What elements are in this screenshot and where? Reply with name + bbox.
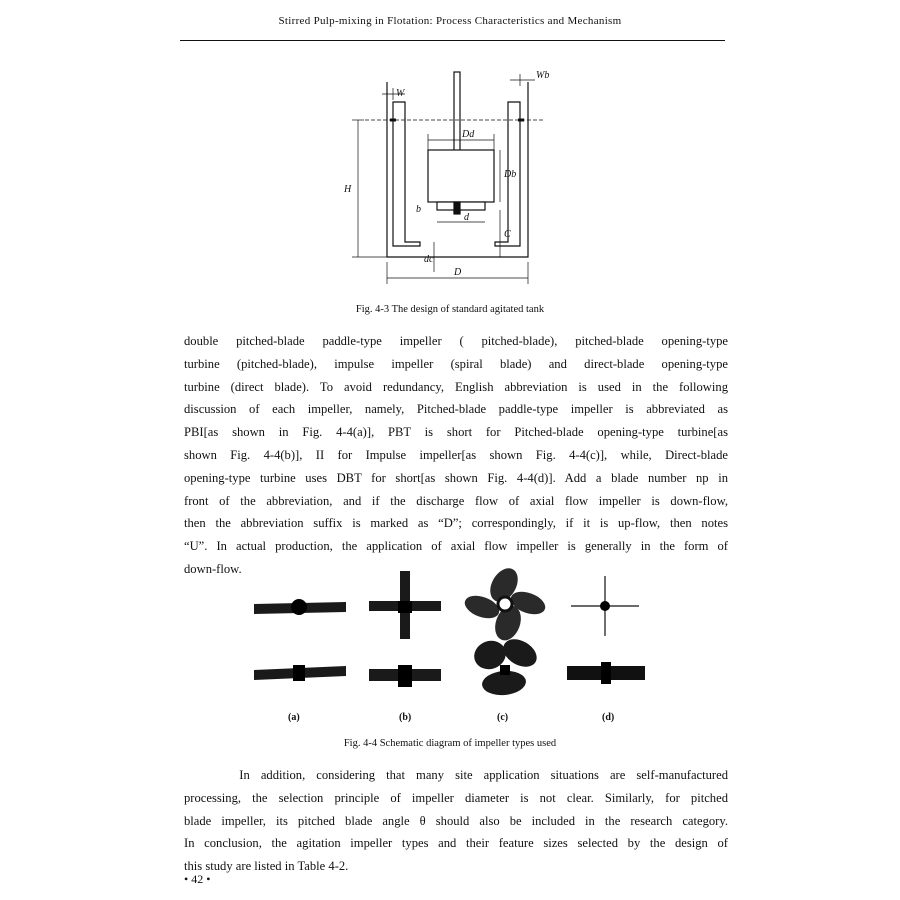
text-line: front of the abbreviation, and if the discharge flow of axial flow impeller is down-flow, bbox=[184, 493, 728, 508]
figure-4-4-caption: Fig. 4-4 Schematic diagram of impeller types used bbox=[343, 738, 557, 749]
text-line: down-flow. bbox=[184, 561, 242, 576]
sublabel-d: (d) bbox=[602, 712, 615, 723]
text-line: turbine (pitched-blade), impulse impeller (spiral blade) and direct-blade opening-type bbox=[184, 356, 728, 371]
text-line: this study are listed in Table 4-2. bbox=[184, 859, 349, 874]
impeller-d-dbt bbox=[565, 570, 645, 700]
label-C: C bbox=[504, 229, 511, 240]
text-line: In conclusion, the agitation impeller types and their feature sizes selected by the design of bbox=[184, 836, 728, 851]
impeller bbox=[437, 202, 485, 210]
text-line: PBI[as shown in Fig. 4-4(a)], PBT is short for Pitched-blade opening-type turbine[as bbox=[184, 425, 728, 440]
text-line: double pitched-blade paddle-type impeller ( pitched-blade), pitched-blade opening-type bbox=[184, 334, 728, 348]
paragraph-1 bbox=[184, 330, 728, 581]
label-dc: dc bbox=[424, 254, 434, 265]
page-number: • 42 • bbox=[184, 872, 211, 886]
text-line: In addition, considering that many site application situations are self-manufactured bbox=[184, 768, 728, 782]
text-line: turbine (direct blade). To avoid redundancy, English abbreviation is used in the following bbox=[184, 379, 728, 394]
agitated-tank-diagram bbox=[330, 62, 570, 287]
text-line: then the abbreviation suffix is marked as “D”; correspondingly, if it is up-flow, then notes bbox=[184, 516, 728, 531]
text-line: processing, the selection principle of impeller diameter is not clear. Similarly, for pitched bbox=[184, 790, 728, 805]
left-baffle bbox=[393, 102, 420, 246]
figure-4-3-caption: Fig. 4-3 The design of standard agitated tank bbox=[355, 304, 545, 315]
running-header: Stirred Pulp-mixing in Flotation: Process Characteristics and Mechanism bbox=[278, 15, 622, 27]
text-line: shown Fig. 4-4(b)], II for Impulse impeller[as shown Fig. 4-4(c)], while, Direct-blade bbox=[184, 447, 728, 462]
draft-tube bbox=[428, 150, 494, 202]
label-D: D bbox=[454, 267, 462, 278]
label-b: b bbox=[416, 204, 421, 215]
impeller-b-pbt bbox=[365, 565, 445, 700]
impeller-a-pbi bbox=[250, 590, 350, 700]
header-rule bbox=[180, 40, 725, 41]
sublabel-b: (b) bbox=[399, 712, 412, 723]
label-H: H bbox=[344, 184, 352, 195]
text-line: blade impeller, its pitched blade angle θ should also be included in the research category. bbox=[184, 813, 728, 828]
paragraph-2 bbox=[184, 764, 728, 878]
text-line: “U”. In actual production, the application of axial flow impeller is generally in the form of bbox=[184, 539, 728, 554]
label-Wb: Wb bbox=[536, 70, 550, 81]
label-W: W bbox=[396, 88, 405, 99]
label-d: d bbox=[464, 212, 469, 223]
text-line: discussion of each impeller, namely, Pitched-blade paddle-type impeller is abbreviated as bbox=[184, 402, 728, 417]
sublabel-a: (a) bbox=[288, 712, 300, 723]
label-Dd: Dd bbox=[462, 129, 475, 140]
sublabel-c: (c) bbox=[497, 712, 509, 723]
label-Db: Db bbox=[504, 169, 517, 180]
impeller-c-ii bbox=[460, 565, 550, 705]
text-line: opening-type turbine uses DBT for short[as shown Fig. 4-4(d)]. Add a blade number np in bbox=[184, 470, 728, 485]
